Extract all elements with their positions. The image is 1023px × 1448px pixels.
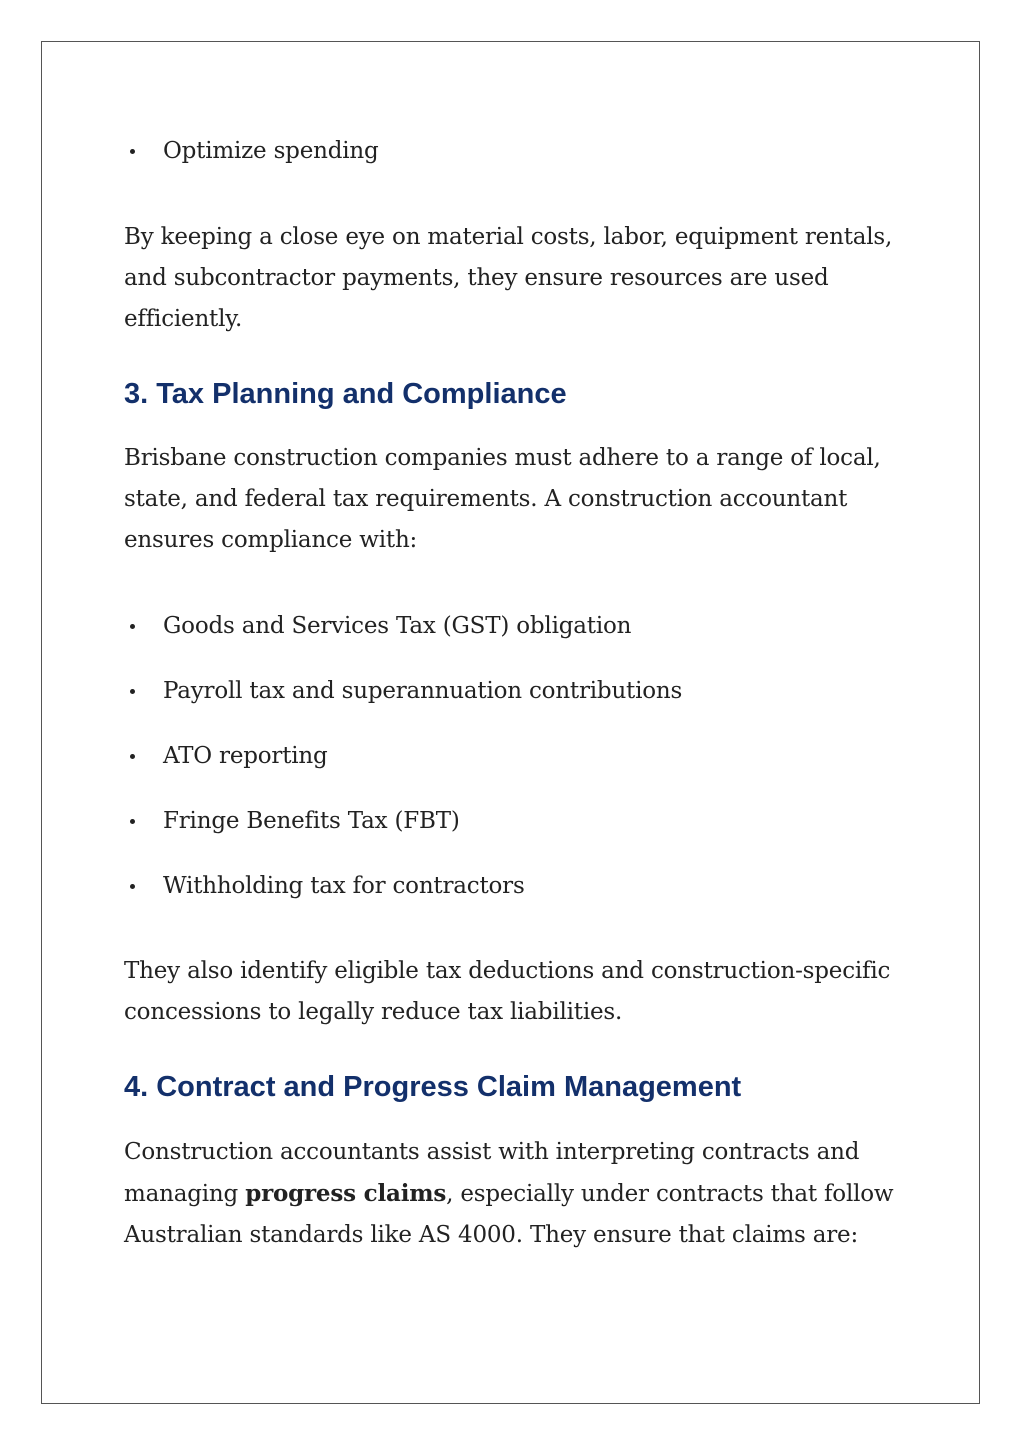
list-item-text: Withholding tax for contractors — [163, 873, 525, 899]
bullet-icon — [130, 689, 135, 694]
contract-intro-text: Construction accountants assist with interpreting contracts and managing — [124, 1139, 860, 1207]
bullet-icon — [130, 149, 135, 154]
paragraph-tax-intro: Brisbane construction companies must adhere to a range of local, state, and federal tax requirements. A construction accountant ensures compliance with: — [124, 445, 881, 553]
document-page — [41, 41, 980, 1404]
contract-intro-text-continued: , especially under contracts that follow Australian standards like AS 4000. They ensure that claims are: — [124, 1181, 894, 1248]
list-item-text: Goods and Services Tax (GST) obligation — [163, 613, 632, 639]
bullet-icon — [130, 884, 135, 889]
paragraph-tax-closing: They also identify eligible tax deductions and construction-specific concessions to legally reduce tax liabilities. — [124, 958, 891, 1025]
list-item-text: Fringe Benefits Tax (FBT) — [163, 808, 460, 834]
list-item-text: ATO reporting — [163, 743, 328, 769]
paragraph-contract-intro — [124, 1132, 914, 1256]
bullet-icon — [130, 754, 135, 759]
bullet-icon — [130, 819, 135, 824]
heading-contract-management: 4. Contract and Progress Claim Management — [124, 1071, 742, 1103]
paragraph-cost-control: By keeping a close eye on material costs, labor, equipment rentals, and subcontractor payments, they ensure resources are used efficiently. — [124, 224, 893, 332]
heading-tax-planning: 3. Tax Planning and Compliance — [124, 378, 567, 410]
list-item-text: Payroll tax and superannuation contributions — [163, 678, 683, 704]
bullet-icon — [130, 624, 135, 629]
progress-claims-bold: progress claims — [245, 1180, 447, 1207]
list-item-text: Optimize spending — [163, 138, 379, 164]
